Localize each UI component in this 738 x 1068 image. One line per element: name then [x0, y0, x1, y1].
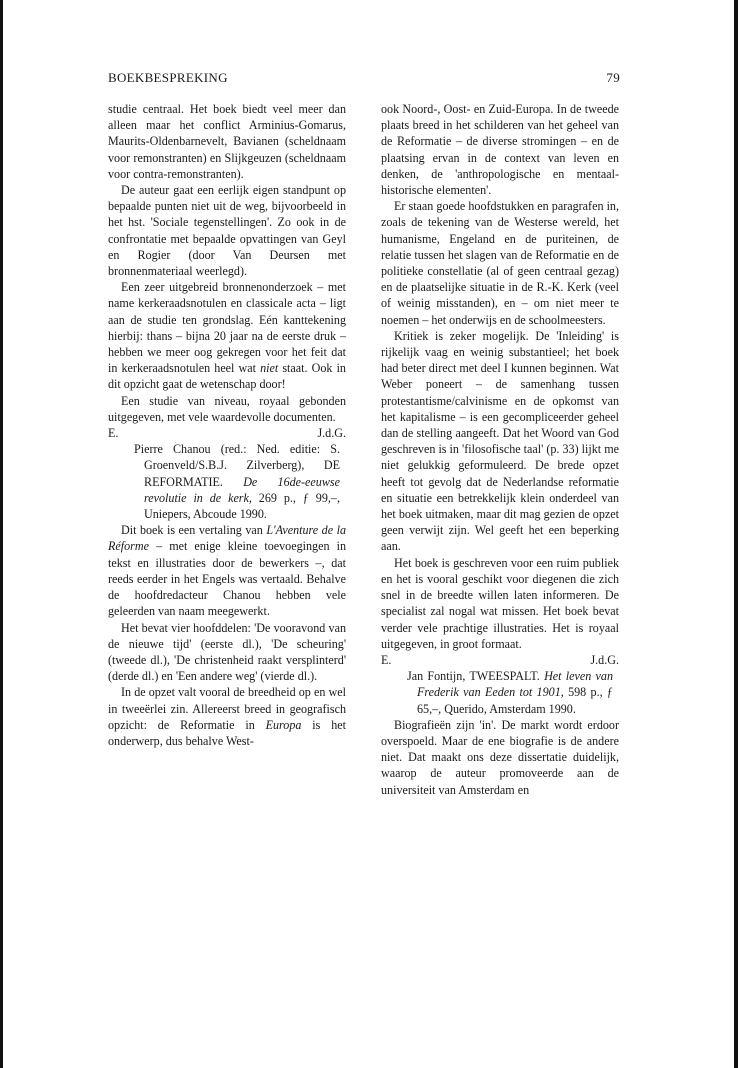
book-reference [108, 441, 346, 522]
paragraph [108, 684, 346, 749]
scan-edge-left [0, 0, 3, 1068]
scan-edge-right [734, 0, 738, 1068]
paragraph: Het bevat vier hoofddelen: 'De vooravond van de nieuwe tijd' (eerste dl.), 'De scheuring' (tweede dl.), 'De christenheid raakt versplinterd' (derde dl.) en 'Een andere weg' (vierde dl.). [108, 620, 346, 684]
page-number: 79 [606, 70, 620, 85]
paragraph: Een studie van niveau, royaal gebonden uitgegeven, met vele waardevolle documenten. [108, 393, 346, 424]
text-run: – met enige kleine toevoegingen in tekst en illustraties door de bewerkers –, dat reeds eerder in het Engels was vertaald. Behalve de hoofdredacteur Chanou hebben vele geleerden van naam meegewerkt. [108, 539, 346, 619]
emphasis: niet [260, 361, 279, 376]
reference-details: 269 p., ƒ 99,–, Uniepers, Abcoude 1990. [144, 490, 340, 522]
reviewer-initials: J.d.G. [590, 652, 619, 667]
book-reference [381, 668, 619, 717]
reference-author: Pierre Chanou (red.: Ned. editie: S. Groenveld/S.B.J. Zilverberg), DE REFORMATIE. [134, 442, 340, 489]
paragraph: Het boek is geschreven voor een ruim publiek en het is vooral geschikt voor diegenen die zich snel in de breedte willen laten informeren. De specialist zal nogal wat missen. Het boek bevat verder vele prachtige illustraties. Het is royaal uitgegeven, in groot formaat. [381, 555, 619, 651]
reference-details: 598 p., ƒ 65,–, Querido, Amsterdam 1990. [417, 685, 613, 716]
paragraph: ook Noord-, Oost- en Zuid-Europa. In de tweede plaats breed in het schilderen van het geheel van de Reformatie – de diverse stromingen – en de plaatsing ervan in de context van leven en denken, de 'anthropologische en mentaal-historische elementen'. [381, 102, 619, 198]
review-signature [108, 425, 346, 441]
paragraph: Biografieën zijn 'in'. De markt wordt erdoor overspoeld. Maar de ene biografie is de andere niet. Dat maakt ons deze dissertatie duidelijk, waarop de auteur promoveerde aan de universiteit van Amsterdam en [381, 717, 619, 797]
right-column [381, 101, 619, 798]
review-signature [381, 652, 619, 668]
paragraph: De auteur gaat een eerlijk eigen standpunt op bepaalde punten niet uit de weg, bijvoorbeeld in het hst. 'Sociale tegenstellingen'. Zo ook in de confrontatie met bepaalde opvattingen van Geyl en Rogier (door Van Deursen met bronnenmateriaal weerlegd). [108, 183, 346, 279]
emphasis: L'Aventure de la Réforme [108, 523, 346, 554]
signature-initial: E. [381, 652, 392, 667]
text-run: is het onderwerp, dus behalve West- [108, 717, 346, 748]
reference-title: Het leven van Frederik van Eeden tot 1901, [417, 669, 613, 700]
reference-title: De 16de-eeuwse revolutie in de kerk, [144, 474, 340, 505]
left-column [108, 101, 346, 749]
paragraph [108, 522, 346, 619]
emphasis: Europa [265, 717, 302, 732]
paragraph [108, 279, 346, 392]
paragraph: Er staan goede hoofdstukken en paragrafen in, zoals de tekening van de Westerse wereld, het humanisme, Engeland en de puriteinen, de relatie tussen het slagen van de Reformatie en de politieke constellatie (al of geen centraal gezag) en de plaatselijke situatie in de R.-K. Kerk (veel of weinig misstanden), en – om niet meer te noemen – het onderwijs en de schoolmeesters. [381, 199, 619, 327]
paragraph: Kritiek is zeker mogelijk. De 'Inleiding' is rijkelijk vaag en weinig substantieel; het boek had beter direct met deel I kunnen beginnen. Wat Weber poneert – de samenhang tussen protestantisme/calvinisme en de opkomst van het kapitalisme – is een gecompliceerder geheel dan de stelling aangeeft. Dat het Woord van God geschreven is in 'filosofische taal' (p. 33) lijkt me niet gelukkig geformuleerd. De brede opzet heeft tot gevolg dat de Nederlandse reformatie en situatie een betrekkelijk klein onderdeel van het boek uitmaken, maar dit mag gezien de opzet geen verwijt zijn. Wel geeft het een beperking aan. [381, 328, 619, 554]
reviewer-initials: J.d.G. [317, 426, 346, 441]
text-run: Dit boek is een vertaling van [121, 523, 267, 538]
signature-initial: E. [108, 426, 119, 441]
text-run: staat. Ook in dit opzicht gaat de wetenschap door! [108, 361, 346, 392]
paragraph: studie centraal. Het boek biedt veel meer dan alleen maar het conflict Arminius-Gomarus, Maurits-Oldenbarnevelt, Bavianen (scheldnaam voor remonstranten) en Slijkgeuzen (scheldnaam voor contra-remonstranten). [108, 102, 346, 181]
text-run: Een zeer uitgebreid bronnenonderzoek – met name kerkeraadsnotulen en classicale acta – ligt aan de studie ten grondslag. Eén kanttekening hierbij: thans – bijna 20 jaar na de eerste druk – hebben we meer oog gekregen voor het feit dat in kerkeraadsnotulen heel wat [108, 280, 346, 376]
text-run: In de opzet valt vooral de breedheid op en wel in tweeërlei zin. Allereerst breed in geografisch opzicht: de Reformatie in [108, 685, 346, 732]
section-title: BOEKBESPREKING [108, 70, 228, 85]
reference-author: Jan Fontijn, TWEESPALT. [407, 669, 545, 684]
